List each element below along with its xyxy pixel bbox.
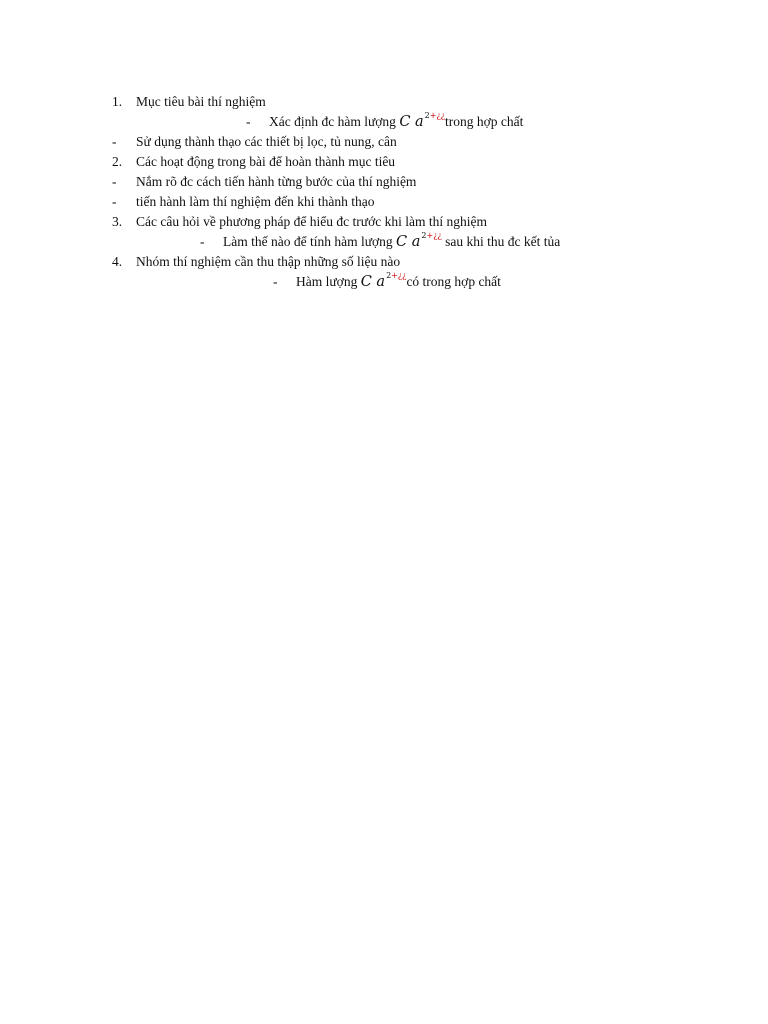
bullet-dash: - [112, 194, 117, 209]
heading-data-collection: Nhóm thí nghiệm cần thu thập những số liệu nào [136, 254, 401, 269]
bullet-determine-content [269, 112, 523, 132]
formula-base: C a [399, 114, 424, 130]
bullet-calculate-text: Làm thế nào để tính hàm lượng [223, 234, 397, 249]
heading-objectives: Mục tiêu bài thí nghiệm [136, 94, 266, 109]
calcium-ion-formula [360, 271, 407, 290]
list-number-3: 3. [112, 214, 123, 229]
bullet-dash: - [273, 274, 278, 289]
heading-method-questions: Các câu hỏi về phương pháp để hiểu đc trước khi làm thí nghiệm [136, 214, 487, 229]
bullet-content-in-compound [296, 272, 501, 292]
bullet-content-text: Hàm lượng [296, 274, 361, 289]
formula-charge-sign: +¿¿ [429, 111, 446, 120]
bullet-determine-text: Xác định đc hàm lượng [269, 114, 400, 129]
formula-charge-number: 2 [386, 271, 392, 280]
list-number-2: 2. [112, 154, 123, 169]
calcium-ion-formula [396, 231, 442, 250]
formula-charge-sign: +¿¿ [426, 231, 442, 240]
bullet-calculate-content [223, 232, 560, 252]
bullet-use-equipment: Sử dụng thành thạo các thiết bị lọc, tủ nung, cân [136, 134, 397, 149]
bullet-dash: - [112, 174, 117, 189]
calcium-ion-formula [399, 111, 446, 130]
formula-charge-number: 2 [421, 231, 427, 240]
formula-base: C a [360, 274, 386, 290]
bullet-practice: tiến hành làm thí nghiệm đến khi thành thạo [136, 194, 375, 209]
formula-charge-number: 2 [424, 111, 430, 120]
bullet-understand-steps: Nắm rõ đc cách tiến hành từng bước của thí nghiệm [136, 174, 417, 189]
formula-base: C a [396, 234, 421, 250]
list-number-1: 1. [112, 94, 123, 109]
heading-activities: Các hoạt động trong bài để hoàn thành mục tiêu [136, 154, 396, 169]
list-number-4: 4. [112, 254, 123, 269]
bullet-dash: - [246, 114, 251, 129]
bullet-dash: - [112, 134, 117, 149]
bullet-determine-tail: trong hợp chất [445, 114, 524, 129]
formula-charge-sign: +¿¿ [391, 271, 407, 280]
bullet-calculate-tail: sau khi thu đc kết tủa [441, 234, 561, 249]
bullet-content-tail: có trong hợp chất [406, 274, 501, 289]
bullet-dash: - [200, 234, 205, 249]
